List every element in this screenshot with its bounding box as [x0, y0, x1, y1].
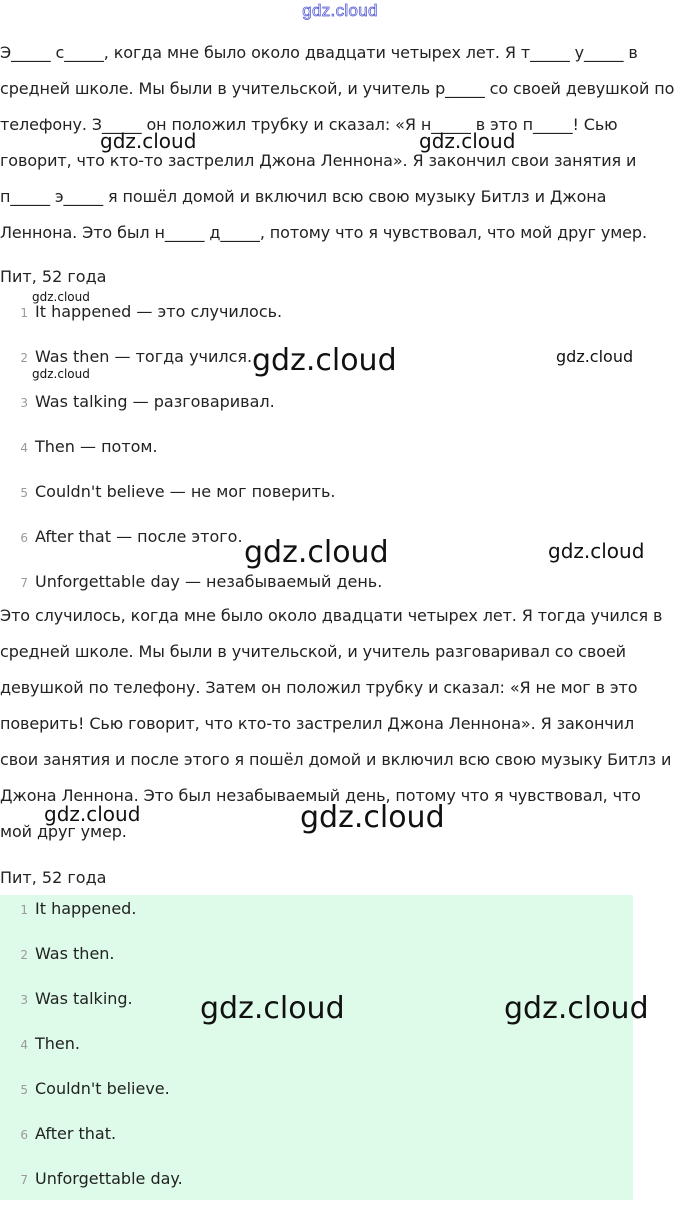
list-item — [0, 481, 382, 526]
watermark: gdz.cloud — [100, 129, 197, 153]
list-item — [0, 943, 183, 988]
site-logo[interactable]: gdz.cloud — [302, 1, 378, 20]
item-number: 7 — [20, 1173, 28, 1187]
list-item — [0, 301, 382, 346]
watermark: gdz.cloud — [419, 129, 516, 153]
watermark: gdz.cloud — [252, 343, 397, 378]
item-number: 4 — [20, 441, 28, 455]
watermark: gdz.cloud — [44, 802, 141, 826]
item-text: Couldn't believe. — [35, 1079, 170, 1098]
list-item — [0, 1033, 183, 1078]
item-text: Couldn't believe — не мог поверить. — [35, 482, 336, 501]
watermark: gdz.cloud — [300, 800, 445, 835]
watermark: gdz.cloud — [504, 991, 649, 1026]
item-number: 6 — [20, 531, 28, 545]
item-text: Then — потом. — [35, 437, 158, 456]
item-number: 2 — [20, 948, 28, 962]
item-text: Was talking — разговаривал. — [35, 392, 275, 411]
item-number: 5 — [20, 1083, 28, 1097]
watermark: gdz.cloud — [32, 367, 90, 381]
item-text: It happened — это случилось. — [35, 302, 283, 321]
watermark: gdz.cloud — [244, 535, 389, 570]
item-text: Was then. — [35, 944, 115, 963]
item-text: After that — после этого. — [35, 527, 243, 546]
item-text: Unforgettable day — незабываемый день. — [35, 572, 383, 591]
gapped-text: Э_____ с_____, когда мне было около двадцати четырех лет. Я т_____ у_____ в средней школе. Мы были в учительской, и учитель р_____ со своей девушкой по телефону. З_____ он положил трубку и сказал: «Я н_____ в это п_____! Сью говорит, что кто-то застрелил Джона Леннона». Я закончил свои занятия и п_____ э_____ я пошёл домой и включил всю свою музыку Битлз и Джона Леннона. Это был н_____ д_____, потому что я чувствовал, что мой друг умер. — [0, 43, 675, 242]
list-item — [0, 1168, 183, 1213]
list-item — [0, 1123, 183, 1168]
item-number: 6 — [20, 1128, 28, 1142]
item-text: It happened. — [35, 899, 137, 918]
watermark: gdz.cloud — [556, 347, 634, 366]
item-number: 3 — [20, 396, 28, 410]
item-number: 4 — [20, 1038, 28, 1052]
answer-box — [0, 895, 633, 1200]
list-item — [0, 1078, 183, 1123]
item-number: 1 — [20, 903, 28, 917]
item-number: 3 — [20, 993, 28, 1007]
item-text: Unforgettable day. — [35, 1169, 183, 1188]
item-text: Then. — [35, 1034, 80, 1053]
watermark: gdz.cloud — [548, 539, 645, 563]
author-signature: Пит, 52 года — [0, 267, 107, 286]
watermark: gdz.cloud — [200, 991, 345, 1026]
answers-list — [0, 898, 183, 1213]
list-item — [0, 436, 382, 481]
list-item — [0, 988, 183, 1033]
item-text: Was then — тогда учился. — [35, 347, 253, 366]
item-number: 2 — [20, 351, 28, 365]
completed-text: Это случилось, когда мне было около двадцати четырех лет. Я тогда учился в средней школе. Мы были в учительской, и учитель разговаривал со своей девушкой по телефону. Затем он положил трубку и сказал: «Я не мог в это поверить! Сью говорит, что кто-то застрелил Джона Леннона». Я закончил свои занятия и после этого я пошёл домой и включил всю свою музыку Битлз и Джона Леннона. Это был незабываемый день, потому что я чувствовал, что мой друг умер. — [0, 606, 672, 841]
item-text: After that. — [35, 1124, 117, 1143]
item-number: 1 — [20, 306, 28, 320]
item-number: 7 — [20, 576, 28, 590]
list-item — [0, 898, 183, 943]
item-number: 5 — [20, 486, 28, 500]
author-signature: Пит, 52 года — [0, 868, 107, 887]
watermark: gdz.cloud — [32, 290, 90, 304]
list-item — [0, 391, 382, 436]
item-text: Was talking. — [35, 989, 133, 1008]
